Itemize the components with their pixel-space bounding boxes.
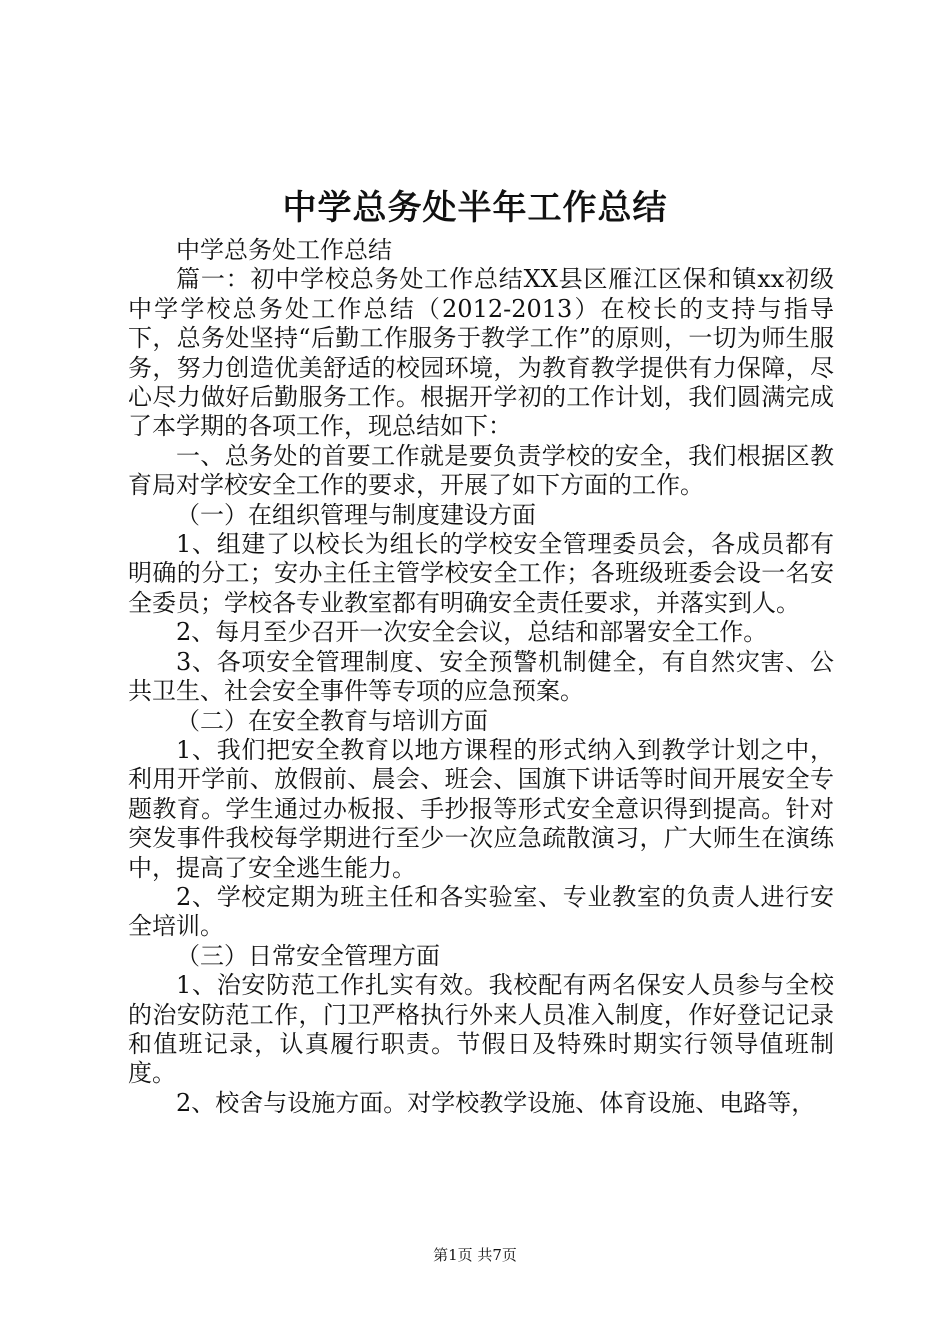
paragraph: 篇一：初中学校总务处工作总结XX县区雁江区保和镇xx初级中学学校总务处工作总结（2012-2013）在校长的支持与指导下，总务处坚持“后勤工作服务于教学工作”的原则，一切为师生服务，努力创造优美舒适的校园环境，为教育教学提供有力保障，尽心尽力做好后勤服务工作。根据开学初的工作计划，我们圆满完成了本学期的各项工作，现总结如下： bbox=[128, 265, 834, 441]
paragraph: 1、治安防范工作扎实有效。我校配有两名保安人员参与全校的治安防范工作，门卫严格执行外来人员准入制度，作好登记记录和值班记录，认真履行职责。节假日及特殊时期实行领导值班制度。 bbox=[128, 971, 834, 1088]
paragraph: 2、学校定期为班主任和各实验室、专业教室的负责人进行安全培训。 bbox=[128, 882, 834, 941]
paragraph: 3、各项安全管理制度、安全预警机制健全，有自然灾害、公共卫生、社会安全事件等专项的应急预案。 bbox=[128, 647, 834, 706]
paragraph: 2、校舍与设施方面。对学校教学设施、体育设施、电路等， bbox=[176, 1088, 816, 1117]
paragraph: （二）在安全教育与培训方面 bbox=[176, 706, 488, 735]
paragraph: （一）在组织管理与制度建设方面 bbox=[176, 500, 536, 529]
paragraph: （三）日常安全管理方面 bbox=[176, 941, 440, 970]
document-title: 中学总务处半年工作总结 bbox=[282, 188, 668, 228]
paragraph: 1、我们把安全教育以地方课程的形式纳入到教学计划之中，利用开学前、放假前、晨会、班会、国旗下讲话等时间开展安全专题教育。学生通过办板报、手抄报等形式安全意识得到提高。针对突发事件我校每学期进行至少一次应急疏散演习，广大师生在演练中，提高了安全逃生能力。 bbox=[128, 735, 834, 882]
paragraph: 中学总务处工作总结 bbox=[176, 236, 392, 264]
paragraph: 一、总务处的首要工作就是要负责学校的安全，我们根据区教育局对学校安全工作的要求，开展了如下方面的工作。 bbox=[128, 441, 834, 500]
paragraph: 1、组建了以校长为组长的学校安全管理委员会，各成员都有明确的分工；安办主任主管学校安全工作；各班级班委会设一名安全委员；学校各专业教室都有明确安全责任要求，并落实到人。 bbox=[128, 530, 834, 617]
paragraph: 2、每月至少召开一次安全会议，总结和部署安全工作。 bbox=[176, 618, 768, 647]
document-body bbox=[128, 236, 834, 1118]
page-number-footer: 第1页 共7页 bbox=[433, 1246, 517, 1264]
